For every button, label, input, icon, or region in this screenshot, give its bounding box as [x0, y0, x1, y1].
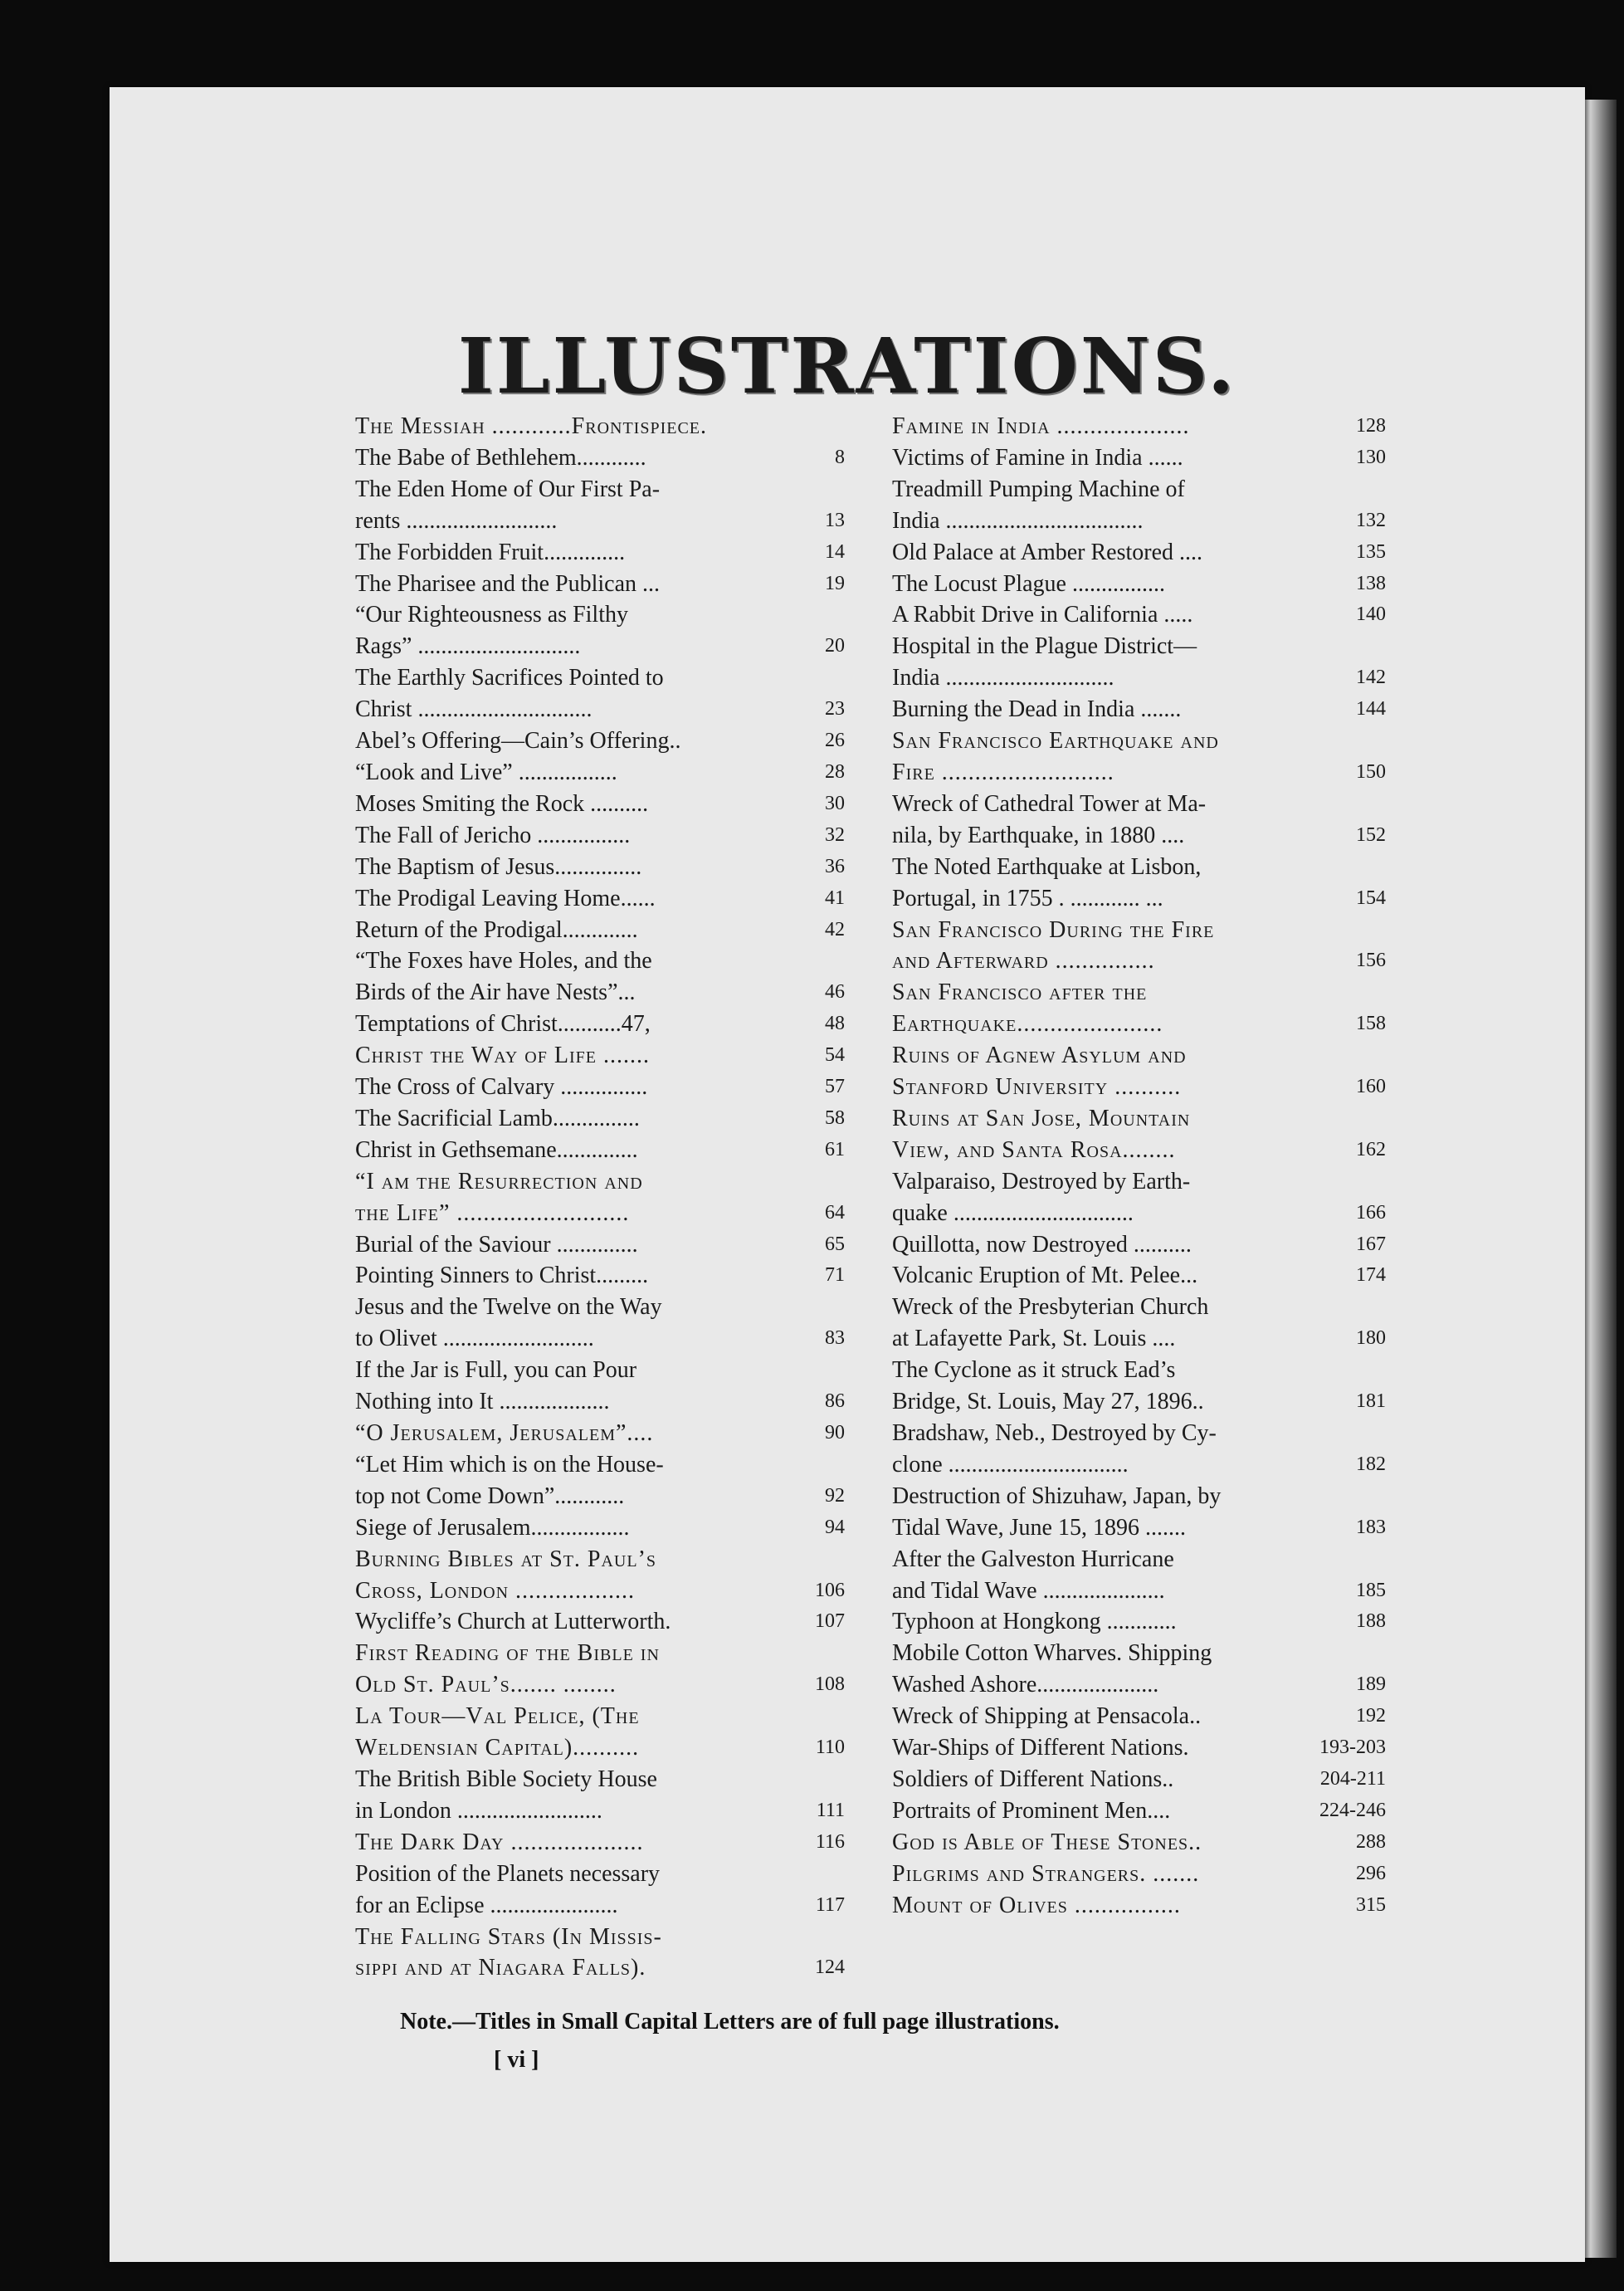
- illustration-title: San Francisco after the Earthquake......................: [892, 979, 1163, 1038]
- illustration-page-number: 124: [815, 1956, 845, 1979]
- illustration-title: Abel’s Offering—Cain’s Offering..: [355, 728, 681, 755]
- illustration-page-number: 32: [825, 823, 845, 846]
- illustration-page-number: 54: [825, 1044, 845, 1067]
- illustration-entry: [355, 1544, 845, 1607]
- illustration-entry: [892, 1732, 1386, 1764]
- illustration-entry: [355, 1009, 845, 1040]
- illustration-page-number: 138: [1356, 572, 1386, 594]
- illustration-entry: [892, 569, 1386, 600]
- illustration-entry: [892, 599, 1386, 631]
- illustration-title: San Francisco Earthquake and Fire ..........................: [892, 728, 1219, 785]
- illustration-entry: [892, 1701, 1386, 1732]
- illustration-page-number: 140: [1356, 603, 1386, 626]
- illustration-title: Position of the Planets necessary for an Eclipse ......................: [355, 1860, 661, 1918]
- illustration-page-number: 181: [1356, 1390, 1386, 1413]
- illustration-title: Bradshaw, Neb., Destroyed by Cy- clone ...............................: [892, 1420, 1217, 1478]
- illustration-page-number: 36: [825, 855, 845, 877]
- illustration-entry: [892, 1859, 1386, 1890]
- illustration-entry: [355, 820, 845, 852]
- illustration-title: Ruins of Agnew Asylum and Stanford University ..........: [892, 1043, 1187, 1101]
- illustration-page-number: 166: [1356, 1201, 1386, 1224]
- illustration-page-number: 30: [825, 792, 845, 814]
- illustration-entry: [355, 1260, 845, 1292]
- page-number: [ vi ]: [494, 2047, 539, 2073]
- illustration-entry: [355, 1135, 845, 1166]
- illustration-entry: [892, 1795, 1386, 1827]
- illustration-entry: [892, 442, 1386, 474]
- illustration-page-number: 28: [825, 760, 845, 783]
- illustration-page-number: 135: [1356, 540, 1386, 563]
- illustration-page-number: 13: [825, 509, 845, 531]
- illustration-page-number: 116: [815, 1830, 845, 1853]
- illustration-page-number: 150: [1356, 760, 1386, 783]
- illustration-title: Wreck of the Presbyterian Church at Lafayette Park, St. Louis ....: [892, 1294, 1209, 1352]
- illustration-title: “Our Righteousness as Filthy Rags” ............................: [355, 602, 628, 660]
- illustration-title: Christ in Gethsemane..............: [355, 1136, 638, 1163]
- illustration-title: “Let Him which is on the House- top not Come Down”............: [355, 1451, 664, 1509]
- illustration-page-number: 110: [815, 1737, 845, 1759]
- illustration-page-number: 193-203: [1319, 1737, 1386, 1759]
- illustration-entry: [892, 852, 1386, 915]
- illustration-entry: [355, 1103, 845, 1135]
- illustration-page-number: 156: [1356, 950, 1386, 972]
- illustration-page-number: 180: [1356, 1327, 1386, 1350]
- illustration-title: The Cyclone as it struck Ead’s Bridge, St. Louis, May 27, 1896..: [892, 1357, 1204, 1415]
- illustration-page-number: 23: [825, 698, 845, 721]
- illustration-title: The Dark Day ....................: [355, 1829, 644, 1855]
- footnote: Note.—Titles in Small Capital Letters are of full page illustrations.: [400, 2009, 1060, 2035]
- illustration-title: The Pharisee and the Publican ...: [355, 570, 661, 597]
- illustration-page-number: 188: [1356, 1610, 1386, 1633]
- illustration-title: “I am the Resurrection and the Life” ..........................: [355, 1168, 643, 1226]
- illustration-page-number: 41: [825, 887, 845, 909]
- illustration-page-number: 57: [825, 1076, 845, 1098]
- illustration-title: Jesus and the Twelve on the Way to Olivet ..........................: [355, 1294, 662, 1352]
- illustration-page-number: 14: [825, 540, 845, 563]
- illustration-title: Wreck of Cathedral Tower at Ma- nila, by Earthquake, in 1880 ....: [892, 790, 1207, 848]
- illustration-title: San Francisco During the Fire and Afterward ...............: [892, 916, 1215, 975]
- illustration-title: The Falling Stars (In Missis- sippi and at Niagara Falls).: [355, 1923, 662, 1981]
- illustration-title: Temptations of Christ...........47,: [355, 1011, 651, 1038]
- illustration-title: The Cross of Calvary ...............: [355, 1074, 648, 1101]
- illustration-page-number: 92: [825, 1484, 845, 1507]
- illustration-entry: [892, 1606, 1386, 1638]
- illustration-entry: [892, 1166, 1386, 1229]
- illustration-title: The Locust Plague ................: [892, 570, 1165, 597]
- illustration-page-number: 174: [1356, 1264, 1386, 1287]
- illustration-title: Hospital in the Plague District— India .............................: [892, 633, 1197, 691]
- illustration-title: Pointing Sinners to Christ.........: [355, 1263, 649, 1289]
- illustration-title: Ruins at San Jose, Mountain View, and Santa Rosa........: [892, 1105, 1191, 1163]
- illustration-entry: [892, 1481, 1386, 1544]
- illustration-entry: [892, 1890, 1386, 1922]
- illustration-entry: [355, 1638, 845, 1701]
- illustration-entry: [355, 474, 845, 537]
- illustration-page-number: 19: [825, 572, 845, 594]
- illustration-title: First Reading of the Bible in Old St. Paul’s....... ........: [355, 1640, 660, 1698]
- illustration-page-number: 128: [1356, 415, 1386, 437]
- illustration-title: Burning the Dead in India .......: [892, 696, 1182, 723]
- illustration-entry: [892, 1827, 1386, 1859]
- page-title: ILLUSTRATIONS.: [457, 320, 1237, 411]
- illustration-entry: [355, 599, 845, 662]
- illustration-page-number: 296: [1356, 1862, 1386, 1884]
- illustration-entry: [355, 852, 845, 883]
- illustration-page-number: 90: [825, 1422, 845, 1443]
- illustration-entry: [355, 1355, 845, 1418]
- illustration-page-number: 58: [825, 1106, 845, 1129]
- illustration-page-number: 167: [1356, 1233, 1386, 1255]
- illustration-title: Christ the Way of Life .......: [355, 1043, 650, 1069]
- illustration-title: Pilgrims and Strangers. .......: [892, 1860, 1200, 1887]
- illustration-entry: [892, 694, 1386, 725]
- illustration-entry: [355, 945, 845, 1009]
- illustration-entry: [892, 725, 1386, 789]
- illustration-page-number: 154: [1356, 887, 1386, 909]
- illustration-title: A Rabbit Drive in California .....: [892, 602, 1193, 628]
- illustration-entry: [892, 474, 1386, 537]
- illustration-page-number: 288: [1356, 1830, 1386, 1853]
- illustration-entry: [355, 1859, 845, 1922]
- illustration-page-number: 20: [825, 635, 845, 657]
- illustration-page-number: 61: [825, 1138, 845, 1160]
- illustration-title: Mount of Olives ................: [892, 1892, 1181, 1918]
- illustration-page-number: 224-246: [1319, 1799, 1386, 1821]
- illustration-page-number: 185: [1356, 1579, 1386, 1601]
- illustration-entry: [355, 569, 845, 600]
- illustration-entry: [892, 411, 1386, 442]
- illustration-page-number: 132: [1356, 509, 1386, 531]
- illustration-title: La Tour—Val Pelice, (The Weldensian Capital)..........: [355, 1703, 640, 1761]
- illustration-title: The Forbidden Fruit..............: [355, 539, 626, 565]
- illustration-page-number: 158: [1356, 1013, 1386, 1035]
- illustration-entry: [355, 1701, 845, 1764]
- illustration-entry: [892, 1544, 1386, 1607]
- illustration-entry: [355, 883, 845, 915]
- illustration-page-number: 94: [825, 1516, 845, 1538]
- illustration-title: The Fall of Jericho ................: [355, 822, 631, 848]
- illustration-entry: [355, 1040, 845, 1072]
- illustration-entry: [355, 537, 845, 569]
- illustration-entry: [355, 725, 845, 757]
- illustration-title: Typhoon at Hongkong ............: [892, 1609, 1177, 1635]
- illustration-entry: [892, 1764, 1386, 1795]
- illustration-title: Victims of Famine in India ......: [892, 444, 1183, 471]
- illustration-title: The Baptism of Jesus...............: [355, 853, 642, 880]
- illustration-title: The Sacrificial Lamb...............: [355, 1105, 640, 1131]
- illustration-title: Famine in India ....................: [892, 413, 1190, 439]
- illustration-entry: [355, 1072, 845, 1103]
- illustration-page-number: 86: [825, 1390, 845, 1413]
- illustration-entry: [355, 915, 845, 946]
- illustration-title: Treadmill Pumping Machine of India ..................................: [892, 476, 1185, 534]
- illustration-entry: [892, 1260, 1386, 1292]
- illustration-entry: [355, 1512, 845, 1544]
- illustration-entry: [355, 1292, 845, 1355]
- illustration-page-number: 106: [815, 1579, 845, 1601]
- illustration-page-number: 8: [835, 446, 845, 468]
- illustration-page-number: 111: [816, 1799, 845, 1821]
- illustration-page-number: 64: [825, 1201, 845, 1224]
- illustration-entry: [892, 1040, 1386, 1103]
- illustration-entry: [355, 442, 845, 474]
- illustration-page-number: 117: [815, 1893, 845, 1916]
- illustration-page-number: 162: [1356, 1138, 1386, 1160]
- illustration-entry: [892, 1229, 1386, 1261]
- illustration-page-number: 46: [825, 981, 845, 1004]
- illustration-page-number: 204-211: [1319, 1767, 1386, 1790]
- illustration-title: The British Bible Society House in London .........................: [355, 1766, 657, 1824]
- illustration-page-number: 192: [1356, 1705, 1386, 1727]
- illustration-title: The Eden Home of Our First Pa- rents ..........................: [355, 476, 661, 534]
- illustration-page-number: 189: [1356, 1673, 1386, 1696]
- illustration-page-number: 65: [825, 1233, 845, 1255]
- illustration-title: Valparaiso, Destroyed by Earth- quake ...............................: [892, 1168, 1191, 1226]
- illustration-entry: [355, 1449, 845, 1512]
- illustration-title: Wreck of Shipping at Pensacola..: [892, 1703, 1202, 1730]
- illustration-entry: [355, 1764, 845, 1827]
- illustration-title: The Prodigal Leaving Home......: [355, 885, 656, 911]
- illustration-page-number: 26: [825, 730, 845, 752]
- illustration-entry: [892, 977, 1386, 1040]
- illustration-title: Burning Bibles at St. Paul’s Cross, London ..................: [355, 1546, 657, 1604]
- illustration-title: Portraits of Prominent Men....: [892, 1797, 1171, 1824]
- illustration-page-number: 108: [815, 1673, 845, 1696]
- illustration-title: Destruction of Shizuhaw, Japan, by Tidal Wave, June 15, 1896 .......: [892, 1483, 1222, 1541]
- illustration-page-number: 144: [1356, 698, 1386, 721]
- illustrations-list-left: [355, 411, 845, 1984]
- illustration-title: Moses Smiting the Rock ..........: [355, 790, 649, 817]
- illustration-title: Soldiers of Different Nations..: [892, 1766, 1174, 1792]
- illustration-title: Return of the Prodigal.............: [355, 916, 638, 943]
- illustration-title: Wycliffe’s Church at Lutterworth.: [355, 1609, 671, 1635]
- illustration-title: “O Jerusalem, Jerusalem”....: [355, 1420, 654, 1446]
- illustration-page-number: 152: [1356, 823, 1386, 846]
- illustration-entry: [892, 1103, 1386, 1166]
- illustration-title: If the Jar is Full, you can Pour Nothing into It ...................: [355, 1357, 637, 1415]
- illustration-title: Volcanic Eruption of Mt. Pelee...: [892, 1263, 1198, 1289]
- illustration-page-number: 183: [1356, 1516, 1386, 1538]
- illustration-page-number: 130: [1356, 446, 1386, 468]
- illustration-title: “The Foxes have Holes, and the Birds of the Air have Nests”...: [355, 948, 652, 1006]
- illustration-title: “Look and Live” .................: [355, 759, 617, 785]
- illustration-entry: [892, 789, 1386, 852]
- illustration-entry: [355, 1166, 845, 1229]
- illustration-entry: [892, 1355, 1386, 1418]
- illustration-title: Siege of Jerusalem.................: [355, 1514, 630, 1541]
- illustration-page-number: 160: [1356, 1076, 1386, 1098]
- illustration-page-number: 182: [1356, 1453, 1386, 1475]
- illustration-entry: [355, 757, 845, 789]
- illustration-entry: [355, 1418, 845, 1449]
- illustration-entry: [892, 1638, 1386, 1701]
- illustrations-list-right: [892, 411, 1386, 1922]
- illustration-entry: [892, 915, 1386, 978]
- illustration-title: Mobile Cotton Wharves. Shipping Washed Ashore.....................: [892, 1640, 1212, 1698]
- illustration-title: Burial of the Saviour ..............: [355, 1231, 638, 1258]
- illustration-page-number: 42: [825, 918, 845, 940]
- illustration-entry: [355, 1229, 845, 1261]
- illustration-title: The Noted Earthquake at Lisbon, Portugal, in 1755 . ............ ...: [892, 853, 1202, 911]
- illustration-entry: [892, 1292, 1386, 1355]
- illustration-entry: [355, 411, 845, 442]
- illustration-page-number: 315: [1356, 1893, 1386, 1916]
- illustration-title: After the Galveston Hurricane and Tidal Wave .....................: [892, 1546, 1174, 1604]
- illustration-entry: [355, 1922, 845, 1985]
- illustration-page-number: 71: [825, 1264, 845, 1287]
- illustration-entry: [892, 537, 1386, 569]
- illustration-entry: [355, 1606, 845, 1638]
- illustration-entry: [355, 1827, 845, 1859]
- illustration-entry: [355, 789, 845, 820]
- illustration-title: War-Ships of Different Nations.: [892, 1735, 1189, 1761]
- illustration-title: Quillotta, now Destroyed ..........: [892, 1231, 1192, 1258]
- illustration-page-number: 107: [815, 1610, 845, 1633]
- illustration-entry: [355, 662, 845, 725]
- illustration-title: The Messiah ............Frontispiece.: [355, 413, 708, 439]
- illustration-title: The Earthly Sacrifices Pointed to Christ ..............................: [355, 665, 664, 723]
- illustration-title: God is Able of These Stones..: [892, 1829, 1202, 1855]
- illustration-entry: [892, 1418, 1386, 1481]
- illustration-title: Old Palace at Amber Restored ....: [892, 539, 1203, 565]
- illustration-page-number: 142: [1356, 667, 1386, 689]
- illustration-page-number: 48: [825, 1013, 845, 1035]
- illustration-title: The Babe of Bethlehem............: [355, 444, 646, 471]
- illustration-page-number: 83: [825, 1327, 845, 1350]
- illustration-entry: [892, 631, 1386, 694]
